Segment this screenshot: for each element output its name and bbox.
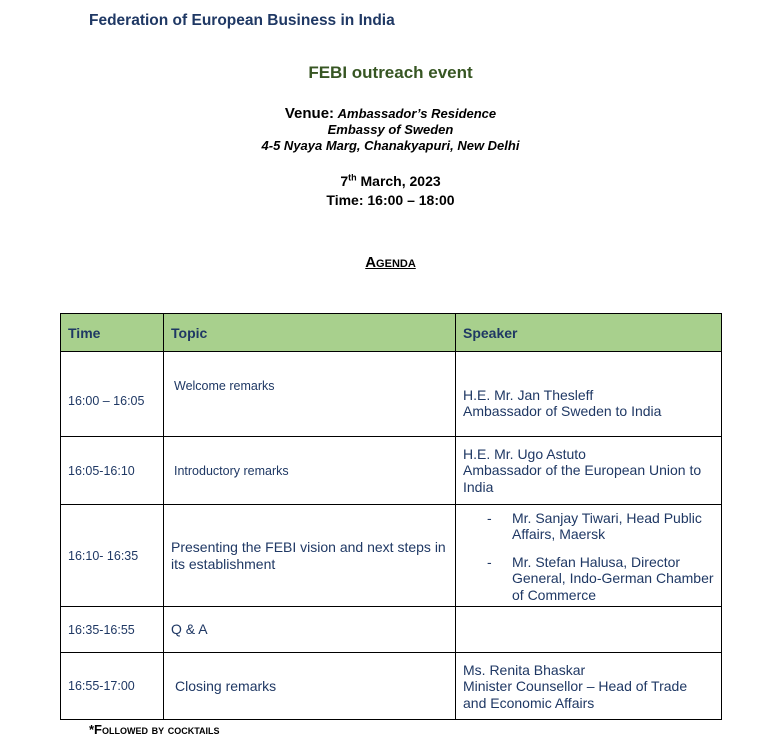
venue-residence: Ambassador’s Residence: [337, 106, 497, 121]
speaker-title: Ambassador of the European Union to India: [463, 462, 702, 495]
row-time: 16:00 – 16:05: [61, 352, 164, 437]
event-date-suffix: th: [348, 172, 357, 183]
table-row: [61, 505, 722, 607]
speaker-name: Ms. Renita Bhaskar: [463, 661, 586, 678]
speaker-title: Ambassador of Sweden to India: [463, 403, 662, 419]
row-speaker: [456, 653, 722, 720]
row-time: 16:05-16:10: [61, 437, 164, 505]
date-block: [0, 172, 781, 210]
list-item: - Mr. Stefan Halusa, Director General, Indo-German Chamber of Commerce: [512, 554, 714, 604]
table-row: [61, 437, 722, 505]
row-speaker: [456, 352, 722, 437]
event-time: Time: 16:00 – 18:00: [326, 192, 455, 208]
venue-embassy: Embassy of Sweden: [327, 122, 454, 137]
row-speaker: [456, 437, 722, 505]
speaker-name: H.E. Mr. Ugo Astuto: [463, 445, 586, 462]
speaker-name: H.E. Mr. Jan Thesleff: [463, 386, 594, 403]
venue-label: Venue:: [284, 105, 335, 122]
header-time: Time: [61, 314, 164, 352]
agenda-table: [60, 313, 722, 720]
row-time: 16:55-17:00: [61, 653, 164, 720]
row-speaker: [456, 505, 722, 607]
footnote-cocktails: *Followed by cocktails: [89, 722, 220, 737]
row-topic: Closing remarks: [164, 653, 456, 720]
agenda-header-row: [61, 314, 722, 352]
header-topic: Topic: [164, 314, 456, 352]
row-topic: Introductory remarks: [164, 437, 456, 505]
event-date-day: 7: [340, 173, 349, 189]
row-topic: Q & A: [164, 607, 456, 653]
row-time: 16:35-16:55: [61, 607, 164, 653]
venue-line-1: [0, 106, 781, 122]
speaker-title: Minister Counsellor – Head of Trade and Economic Affairs: [463, 678, 688, 711]
event-title: FEBI outreach event: [308, 63, 473, 82]
speaker-list: [463, 510, 714, 604]
row-topic: Welcome remarks: [164, 352, 456, 437]
row-topic: Presenting the FEBI vision and next steps in its establishment: [164, 505, 456, 607]
venue-address: 4-5 Nyaya Marg, Chanakyapuri, New Delhi: [261, 138, 520, 153]
agenda-heading: Agenda: [365, 254, 416, 271]
venue-block: [0, 106, 781, 154]
row-time: 16:10- 16:35: [61, 505, 164, 607]
table-row: [61, 653, 722, 720]
event-date: [0, 172, 781, 191]
list-item: - Mr. Sanjay Tiwari, Head Public Affairs, Maersk: [512, 510, 714, 543]
table-row: [61, 352, 722, 437]
table-row: [61, 607, 722, 653]
event-date-rest: March, 2023: [356, 173, 441, 189]
organization-name: Federation of European Business in India: [89, 12, 395, 29]
row-speaker: [456, 607, 722, 653]
header-speaker: Speaker: [456, 314, 722, 352]
